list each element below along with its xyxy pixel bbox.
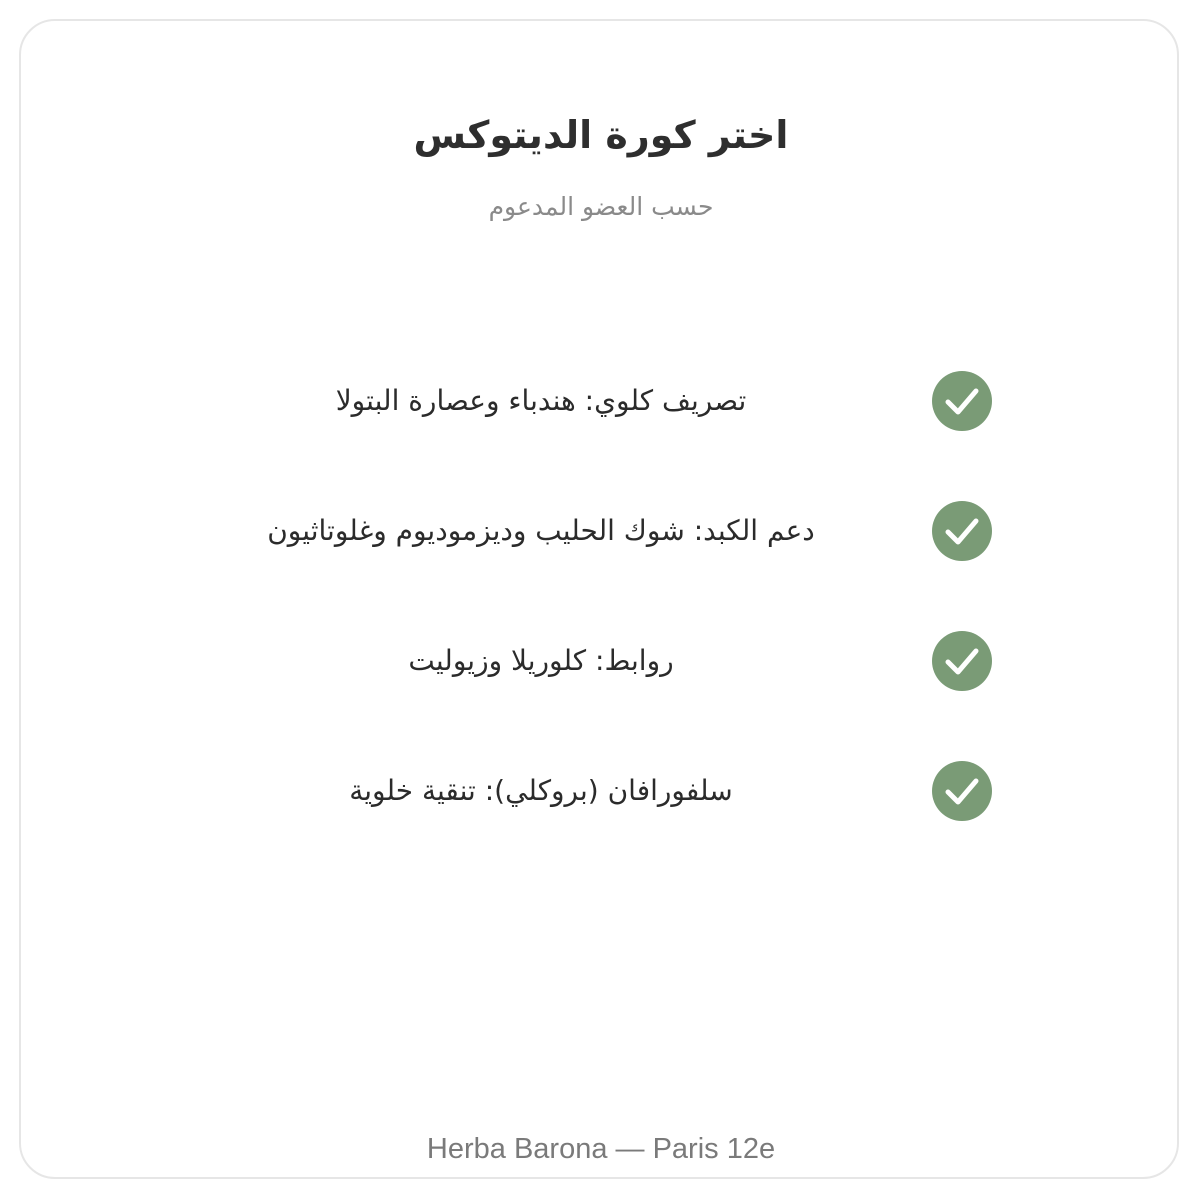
check-circle-icon (931, 370, 993, 432)
list-item-label: دعم الكبد: شوك الحليب وديزموديوم وغلوتاثيون (267, 514, 815, 547)
list-item (21, 499, 1181, 563)
list-item (21, 629, 1181, 693)
list-item-label: تصريف كلوي: هندباء وعصارة البتولا (335, 384, 747, 417)
list-item-label: روابط: كلوريلا وزيوليت (408, 644, 674, 677)
page-title: اختر كورة الديتوكس (413, 113, 789, 157)
list-item (21, 759, 1181, 823)
check-circle-icon (931, 500, 993, 562)
check-circle-icon (931, 760, 993, 822)
check-circle-icon (931, 630, 993, 692)
footer-brand: Herba Barona — Paris 12e (426, 1133, 776, 1165)
detox-card (19, 19, 1179, 1179)
list-item-label: سلفورافان (بروكلي): تنقية خلوية (349, 774, 733, 807)
list-item (21, 369, 1181, 433)
page-subtitle: حسب العضو المدعوم (488, 192, 714, 221)
